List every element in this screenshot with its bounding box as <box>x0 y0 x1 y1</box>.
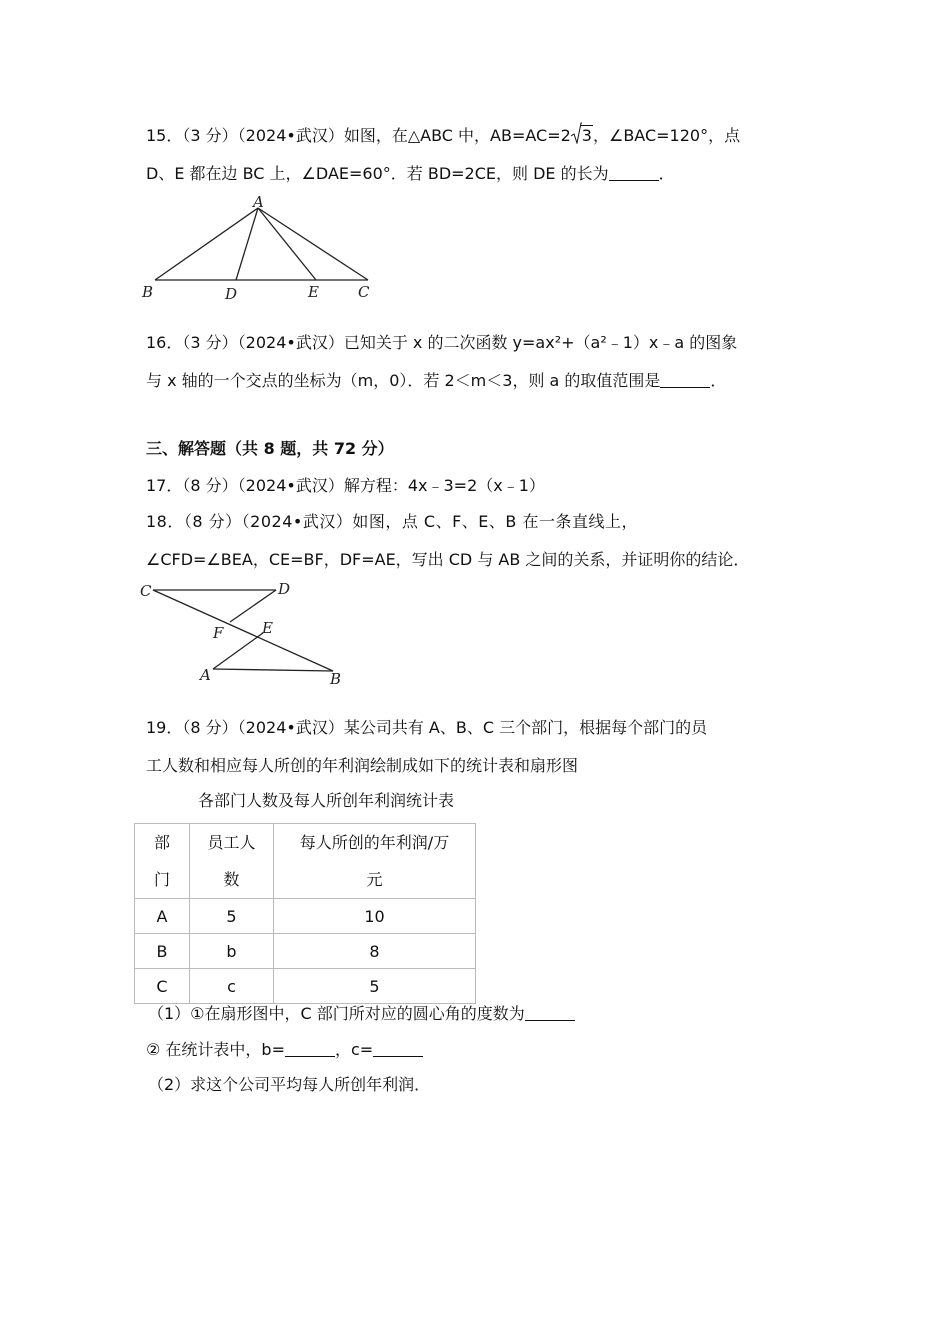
cell-department: C <box>135 969 190 1004</box>
q17-number: 17． <box>146 476 183 495</box>
segment-AD <box>236 208 258 280</box>
label-B: B <box>142 283 154 301</box>
q16-number: 16． <box>146 333 183 352</box>
q18-line1 <box>146 510 638 534</box>
cell-department: B <box>135 934 190 969</box>
q19-sub1b-prefix: ② 在统计表中，b= <box>146 1040 285 1059</box>
cell-staff: 5 <box>190 899 274 934</box>
q18-figure <box>138 576 358 690</box>
label-A: A <box>200 666 211 684</box>
q18-text-line1: 如图，点 C、F、E、B 在一条直线上， <box>352 512 638 531</box>
table-header-row <box>135 824 476 899</box>
q16-text-line1: 已知关于 x 的二次函数 y=ax²+（a²﹣1）x﹣a 的图象 <box>343 333 738 352</box>
cell-department: A <box>135 899 190 934</box>
cell-staff: b <box>190 934 274 969</box>
table-title <box>198 789 454 813</box>
q16-line1 <box>146 331 737 355</box>
q16-score: （3 分） <box>182 333 238 352</box>
q19-sub1a-text: （1）①在扇形图中，C 部门所对应的圆心角的度数为 <box>148 1004 525 1023</box>
label-E: E <box>262 619 273 637</box>
label-C: C <box>358 283 370 301</box>
table-row <box>135 934 476 969</box>
q19-sub2-text: （2）求这个公司平均每人所创年利润． <box>148 1075 431 1094</box>
cell-profit: 5 <box>274 969 476 1004</box>
segment-CB <box>153 590 333 671</box>
q15-answer-blank[interactable] <box>609 164 659 181</box>
header-profit-per-person: 每人所创的年利润/万 元 <box>274 824 476 899</box>
q19-source: （2024•武汉） <box>237 718 344 737</box>
q17-text: 解方程：4x﹣3=2（x﹣1） <box>343 476 545 495</box>
q15-source: （2024•武汉） <box>237 126 344 145</box>
q15-line2 <box>146 162 675 186</box>
label-B: B <box>330 670 342 688</box>
stats-table <box>134 823 476 1004</box>
label-F: F <box>213 624 224 642</box>
segment-AB <box>213 669 333 671</box>
q19-sub1a <box>148 1002 575 1026</box>
q19-angle-blank[interactable] <box>525 1004 575 1021</box>
q15-line1 <box>146 124 740 148</box>
cell-profit: 8 <box>274 934 476 969</box>
label-D: D <box>278 580 291 598</box>
q15-text-line2: D、E 都在边 BC 上，∠DAE=60°．若 BD=2CE，则 DE 的长为 <box>146 164 609 183</box>
q15-end: ． <box>658 164 675 183</box>
q19-sub1b <box>146 1038 423 1062</box>
q17-score: （8 分） <box>182 476 238 495</box>
q19-c-blank[interactable] <box>373 1040 423 1057</box>
q19-score: （8 分） <box>182 718 238 737</box>
segment-AE <box>258 208 316 280</box>
q16-text-line2: 与 x 轴的一个交点的坐标为（m，0）．若 2＜m＜3，则 a 的取值范围是 <box>146 371 661 390</box>
q19-line1 <box>146 716 707 740</box>
q17-line <box>146 474 545 498</box>
q15-number: 15． <box>146 126 183 145</box>
q19-line2 <box>146 754 578 778</box>
q15-triangle-figure <box>140 193 380 305</box>
segment-AB <box>155 208 258 280</box>
table-row <box>135 899 476 934</box>
cell-staff: c <box>190 969 274 1004</box>
q16-line2 <box>146 369 726 393</box>
segment-DF <box>230 590 276 622</box>
cell-profit: 10 <box>274 899 476 934</box>
q19-sub1b-mid: ，c= <box>335 1040 374 1059</box>
q16-source: （2024•武汉） <box>237 333 344 352</box>
q18-number: 18． <box>146 512 184 531</box>
q15-text-b: ，∠BAC=120°，点 <box>592 126 741 145</box>
q19-number: 19． <box>146 718 183 737</box>
section3-title: 三、解答题（共 8 题，共 72 分） <box>146 439 394 458</box>
radical-sign-icon <box>571 122 582 144</box>
header-staff-count: 员工人 数 <box>190 824 274 899</box>
section3-heading <box>146 437 394 461</box>
q19-text-line2: 工人数和相应每人所创的年利润绘制成如下的统计表和扇形图 <box>146 756 579 775</box>
sqrt-expression <box>571 124 593 148</box>
q15-text-a: 如图，在△ABC 中，AB=AC=2 <box>343 126 571 145</box>
segment-AC <box>258 208 368 280</box>
q16-end: ． <box>710 371 727 390</box>
sqrt-radicand: 3 <box>581 126 592 145</box>
label-A: A <box>253 193 264 211</box>
q19-text-line1: 某公司共有 A、B、C 三个部门，根据每个部门的员 <box>343 718 708 737</box>
q18-line2 <box>146 548 749 572</box>
q19-b-blank[interactable] <box>285 1040 335 1057</box>
q17-source: （2024•武汉） <box>237 476 344 495</box>
q15-score: （3 分） <box>182 126 238 145</box>
q19-sub2 <box>148 1073 430 1097</box>
label-E: E <box>308 283 319 301</box>
q18-score: （8 分） <box>183 512 242 531</box>
q18-source: （2024•武汉） <box>241 512 353 531</box>
label-D: D <box>225 285 238 303</box>
q16-answer-blank[interactable] <box>660 371 710 388</box>
table-row <box>135 969 476 1004</box>
q18-text-line2: ∠CFD=∠BEA，CE=BF，DF=AE，写出 CD 与 AB 之间的关系，并证明你的结论． <box>146 550 750 569</box>
header-department: 部 门 <box>135 824 190 899</box>
table-title-text: 各部门人数及每人所创年利润统计表 <box>198 791 455 810</box>
label-C: C <box>140 582 152 600</box>
